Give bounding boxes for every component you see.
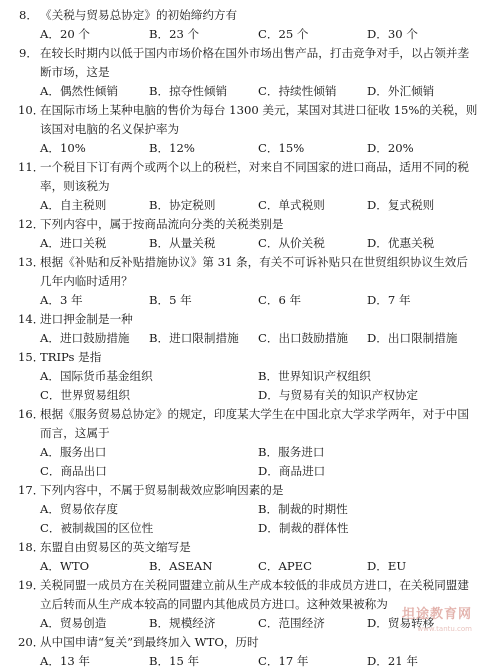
question-text: 东盟自由贸易区的英文缩写是 <box>40 540 191 554</box>
answer-option: B．世界知识产权组织 <box>258 369 371 383</box>
question-text: 进口押金制是一种 <box>40 312 133 326</box>
answer-option: D．商品进口 <box>258 464 326 478</box>
question-text: 根据《服务贸易总协定》的规定，印度某大学生在中国北京大学求学两年，对于中国而言，这属于 <box>40 407 469 440</box>
answer-option: C．25 个 <box>258 27 309 41</box>
answer-option: B．进口限制措施 <box>149 331 239 345</box>
question <box>0 348 478 405</box>
question <box>0 538 478 576</box>
question-number: 19． <box>18 578 45 592</box>
question <box>0 158 478 215</box>
question <box>0 215 478 253</box>
question-text: 从中国申请“复关”到最终加入 WTO，历时 <box>40 635 259 649</box>
watermark-logo <box>402 608 472 636</box>
question-number: 10． <box>18 103 45 117</box>
answer-option: D．与贸易有关的知识产权协定 <box>258 388 419 402</box>
option-list <box>0 443 478 481</box>
answer-option: D．30 个 <box>367 27 418 41</box>
answer-option: B．ASEAN <box>149 559 213 573</box>
answer-option: D．21 年 <box>367 654 418 668</box>
answer-option: D．出口限制措施 <box>367 331 458 345</box>
question <box>0 633 478 671</box>
question-stem <box>0 348 478 367</box>
question-number: 16． <box>18 407 45 421</box>
answer-option: C．出口鼓励措施 <box>258 331 349 345</box>
answer-option: A．13 年 <box>40 654 90 668</box>
question <box>0 44 478 101</box>
answer-option: A．自主税则 <box>40 198 107 212</box>
question-text: 关税同盟一成员方在关税同盟建立前从生产成本较低的非成员方进口，在关税同盟建立后转而从生产成本较高的同盟内其他成员方进口。这种效果被称为 <box>40 578 469 611</box>
answer-option: C．持续性倾销 <box>258 84 337 98</box>
question-number: 17． <box>18 483 45 497</box>
question-number: 11． <box>18 160 45 174</box>
question-stem <box>0 101 478 139</box>
answer-option: B．协定税则 <box>149 198 216 212</box>
question-stem <box>0 6 478 25</box>
answer-option: D．优惠关税 <box>367 236 435 250</box>
question-text: 在国际市场上某种电脑的售价为每台 1300 美元，某国对其进口征收 15%的关税，则该国对电脑的名义保护率为 <box>40 103 478 136</box>
answer-option: D．20% <box>367 141 414 155</box>
question-number: 9． <box>19 46 38 60</box>
question-number: 12． <box>18 217 45 231</box>
answer-option: A．贸易依存度 <box>40 502 118 516</box>
answer-option: A．贸易创造 <box>40 616 107 630</box>
question <box>0 310 478 348</box>
answer-option: B．制裁的时期性 <box>258 502 348 516</box>
answer-option: D．制裁的群体性 <box>258 521 349 535</box>
question-text: 下列内容中，属于按商品流向分类的关税类别是 <box>40 217 284 231</box>
watermark-brand: 坦途教育网 <box>401 607 472 622</box>
question-text: 一个税目下订有两个或两个以上的税栏，对来自不同国家的进口商品，适用不同的税率，则该税为 <box>40 160 469 193</box>
answer-option: B．服务进口 <box>258 445 325 459</box>
option-list <box>0 196 478 215</box>
question-text: 下列内容中，不属于贸易制裁效应影响因素的是 <box>40 483 284 497</box>
answer-option: B．15 年 <box>149 654 200 668</box>
option-list <box>0 652 478 671</box>
answer-option: C．17 年 <box>258 654 309 668</box>
answer-option: B．规模经济 <box>149 616 216 630</box>
answer-option: A．WTO <box>40 559 90 573</box>
option-list <box>0 557 478 576</box>
question-text: TRIPs 是指 <box>40 350 102 364</box>
option-list <box>0 367 478 405</box>
answer-option: C．15% <box>258 141 305 155</box>
question <box>0 6 478 44</box>
answer-option: B．23 个 <box>149 27 200 41</box>
question <box>0 405 478 481</box>
question-stem <box>0 310 478 329</box>
question-text: 《关税与贸易总协定》的初始缔约方有 <box>40 8 238 22</box>
question-number: 20． <box>18 635 45 649</box>
answer-option: D．外汇倾销 <box>367 84 435 98</box>
answer-option: C．6 年 <box>258 293 302 307</box>
answer-option: D．贸易转移 <box>367 616 435 630</box>
answer-option: C．范围经济 <box>258 616 325 630</box>
watermark-url: www.tantu.com <box>417 625 472 633</box>
answer-option: A．服务出口 <box>40 445 107 459</box>
option-list <box>0 82 478 101</box>
answer-option: A．20 个 <box>40 27 90 41</box>
question-number: 8． <box>19 8 38 22</box>
question-stem <box>0 538 478 557</box>
option-list <box>0 234 478 253</box>
question-stem <box>0 253 478 291</box>
question-number: 13． <box>18 255 45 269</box>
answer-option: A．10% <box>40 141 86 155</box>
answer-option: C．从价关税 <box>258 236 325 250</box>
answer-option: A．进口鼓励措施 <box>40 331 130 345</box>
answer-option: B．5 年 <box>149 293 192 307</box>
question <box>0 481 478 538</box>
question <box>0 253 478 310</box>
answer-option: C．被制裁国的区位性 <box>40 521 154 535</box>
question-number: 18． <box>18 540 45 554</box>
answer-option: A．进口关税 <box>40 236 107 250</box>
option-list <box>0 500 478 538</box>
option-list <box>0 329 478 348</box>
question-stem <box>0 481 478 500</box>
question-stem <box>0 215 478 234</box>
answer-option: C．商品出口 <box>40 464 107 478</box>
answer-option: A．3 年 <box>40 293 83 307</box>
answer-option: B．从量关税 <box>149 236 216 250</box>
answer-option: C．单式税则 <box>258 198 325 212</box>
question-stem <box>0 44 478 82</box>
answer-option: A．偶然性倾销 <box>40 84 118 98</box>
option-list <box>0 139 478 158</box>
answer-option: D．7 年 <box>367 293 411 307</box>
question-text: 根据《补贴和反补贴措施协议》第 31 条，有关不可诉补贴只在世贸组织协议生效后几年内临时适用？ <box>40 255 468 288</box>
question-text: 在较长时期内以低于国内市场价格在国外市场出售产品，打击竞争对手，以占领并垄断市场，这是 <box>40 46 469 79</box>
option-list <box>0 291 478 310</box>
answer-option: B．掠夺性倾销 <box>149 84 228 98</box>
answer-option: C．世界贸易组织 <box>40 388 131 402</box>
answer-option: D．EU <box>367 559 407 573</box>
question-stem <box>0 405 478 443</box>
answer-option: A．国际货币基金组织 <box>40 369 153 383</box>
answer-option: B．12% <box>149 141 195 155</box>
question-number: 14． <box>18 312 45 326</box>
question-number: 15． <box>18 350 45 364</box>
answer-option: D．复式税则 <box>367 198 435 212</box>
question-stem <box>0 158 478 196</box>
question <box>0 101 478 158</box>
answer-option: C．APEC <box>258 559 312 573</box>
option-list <box>0 25 478 44</box>
